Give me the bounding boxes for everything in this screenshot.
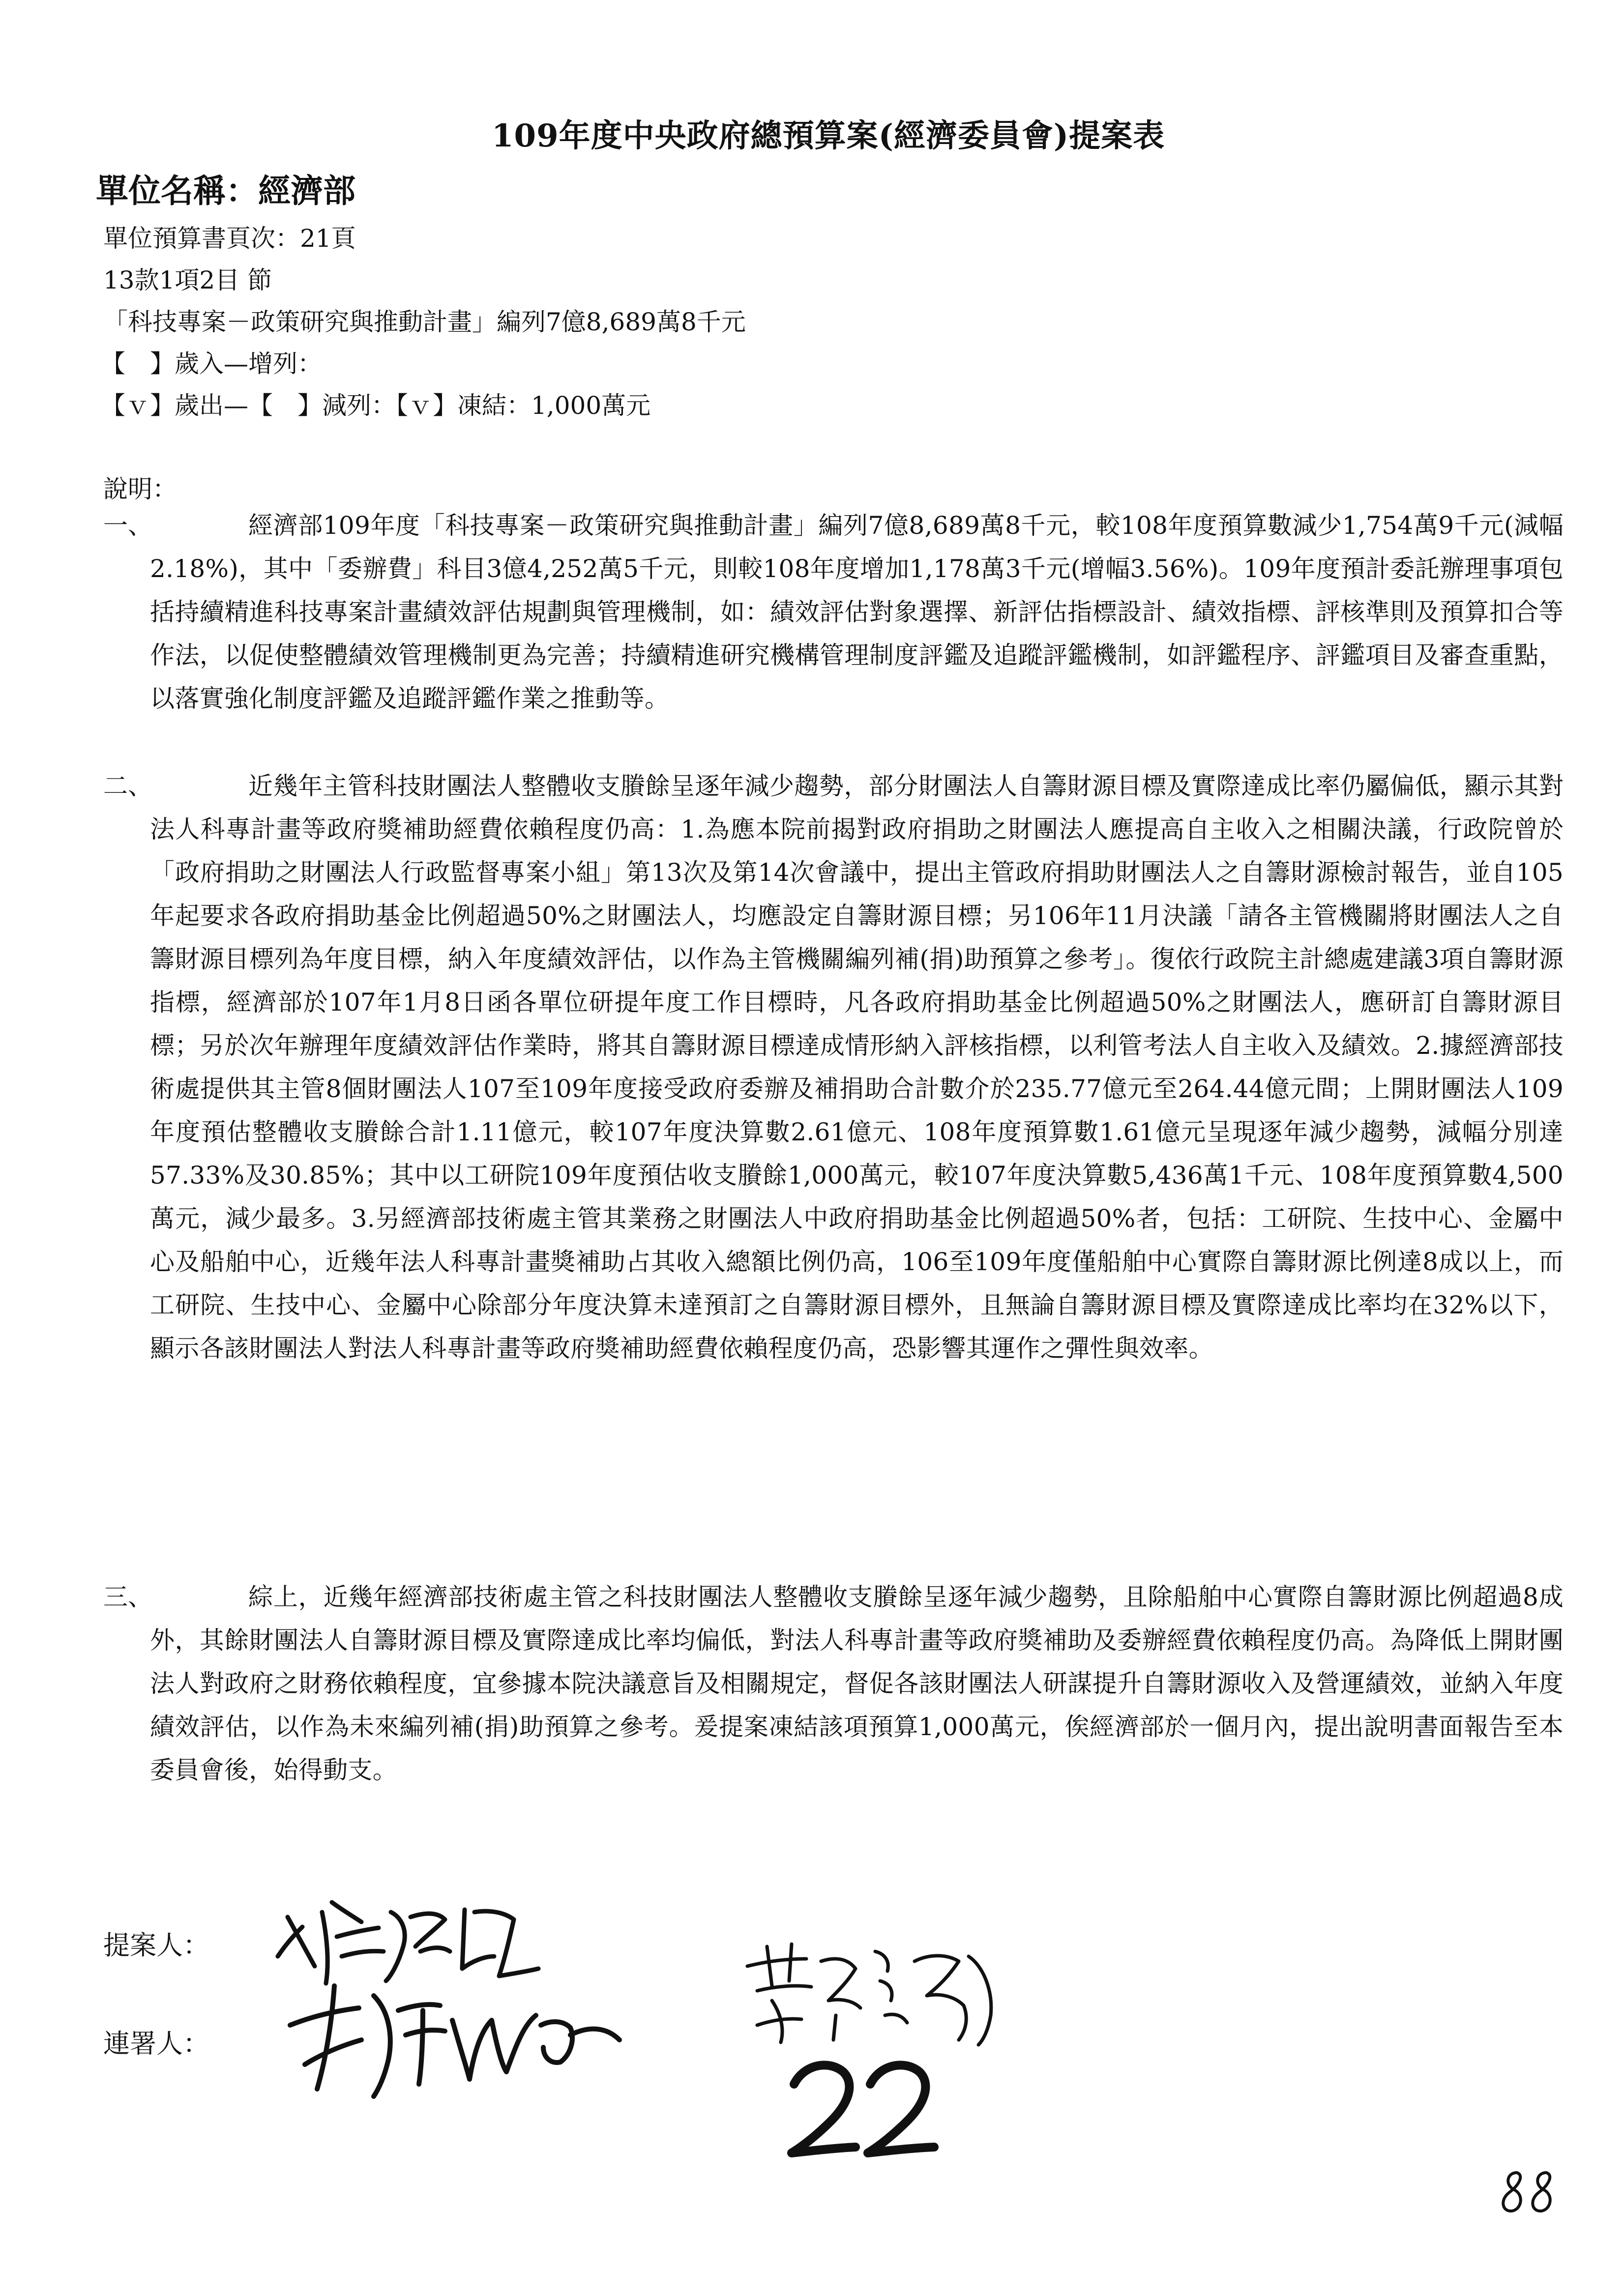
budget-program-line: 「科技專案－政策研究與推動計畫」編列7億8,689萬8千元 <box>103 308 746 336</box>
section-number: 二、 <box>103 772 152 800</box>
explanation-section-2 <box>103 764 1578 1370</box>
section-text: 近幾年主管科技財團法人整體收支賸餘呈逐年減少趨勢，部分財團法人自籌財源目標及實際達成比率仍屬偏低，顯示其對法人科專計畫等政府獎補助經費依賴程度仍高：1.為應本院前揭對政府捐助之財團法人應提高自主收入之相關決議，行政院曾於「政府捐助之財團法人行政監督專案小組」第13次及第14次會議中，提出主管政府捐助財團法人之自籌財源檢討報告，並自105年起要求各政府捐助基金比例超過50%之財團法人，均應設定自籌財源目標；另106年11月決議「請各主管機關將財團法人之自籌財源目標列為年度目標，納入年度績效評估，以作為主管機關編列補(捐)助預算之參考」。復依行政院主計總處建議3項自籌財源指標，經濟部於107年1月8日函各單位研提年度工作目標時，凡各政府捐助基金比例超過50%之財團法人，應研訂自籌財源目標；另於次年辦理年度績效評估作業時，將其自籌財源目標達成情形納入評核指標，以利管考法人自主收入及績效。2.據經濟部技術處提供其主管8個財團法人107至109年度接受政府委辦及補捐助合計數介於235.77億元至264.44億元間；上開財團法人109年度預估整體收支賸餘合計1.11億元，較107年度決算數2.61億元、108年度預算數1.61億元呈現逐年減少趨勢，減幅分別達57.33%及30.85%；其中以工研院109年度預估收支賸餘1,000萬元，較107年度決算數5,436萬1千元、108年度預算數4,500萬元，減少最多。3.另經濟部技術處主管其業務之財團法人中政府捐助基金比例超過50%者，包括：工研院、生技中心、金屬中心及船舶中心，近幾年法人科專計畫獎補助占其收入總額比例仍高，106至109年度僅船舶中心實際自籌財源比例達8成以上，而工研院、生技中心、金屬中心除部分年度決算未達預訂之自籌財源目標外，且無論自籌財源目標及實際達成比率均在32%以下，顯示各該財團法人對法人科專計畫等政府獎補助經費依賴程度仍高，恐影響其運作之彈性與效率。 <box>150 772 1564 1363</box>
explanation-section-1 <box>103 504 1578 720</box>
page-mark-drawing <box>1495 2163 1564 2222</box>
budget-item-line: 13款1項2目 節 <box>103 266 272 294</box>
handwritten-number-drawing <box>782 2050 944 2163</box>
section-text: 綜上，近幾年經濟部技術處主管之科技財團法人整體收支賸餘呈逐年減少趨勢，且除船舶中心實際自籌財源比例超過8成外，其餘財團法人自籌財源目標及實際達成比率均偏低，對法人科專計畫等政府獎補助及委辦經費依賴程度仍高。為降低上開財團法人對政府之財務依賴程度，宜參據本院決議意旨及相關規定，督促各該財團法人研謀提升自籌財源收入及營運績效，並納入年度績效評估，以作為未來編列補(捐)助預算之參考。爰提案凍結該項預算1,000萬元，俟經濟部於一個月內，提出說明書面報告至本委員會後，始得動支。 <box>150 1583 1564 1784</box>
unit-name: 單位名稱：經濟部 <box>96 172 355 210</box>
revenue-option-line: 【 】歲入—增列： <box>101 349 322 378</box>
cosigner-label: 連署人： <box>103 2028 209 2059</box>
explain-label: 說明： <box>103 475 177 503</box>
cosigner-signature-1 <box>275 1966 629 2104</box>
section-number: 一、 <box>103 511 152 540</box>
section-text: 經濟部109年度「科技專案－政策研究與推動計畫」編列7億8,689萬8千元，較108年度預算數減少1,754萬9千元(減幅2.18%)，其中「委辦費」科目3億4,252萬5千元，則較108年度增加1,178萬3千元(增幅3.56%)。109年度預計委託辦理事項包括持續精進科技專案計畫績效評估規劃與管理機制，如：績效評估對象選擇、新評估指標設計、績效指標、評核準則及預算扣合等作法，以促使整體績效管理機制更為完善；持續精進研究機構管理制度評鑑及追蹤評鑑機制，如評鑑程序、評鑑項目及審查重點，以落實強化制度評鑑及追蹤評鑑作業之推動等。 <box>150 511 1564 713</box>
budget-page-line: 單位預算書頁次：21頁 <box>103 224 356 253</box>
proposer-label: 提案人： <box>103 1930 209 1961</box>
page-title: 109年度中央政府總預算案(經濟委員會)提案表 <box>492 117 1165 154</box>
expenditure-option-line: 【ｖ】歲出—【 】減列：【ｖ】凍結：1,000萬元 <box>101 391 651 420</box>
cosigner-signature-2 <box>738 1932 1013 2050</box>
section-number: 三、 <box>103 1583 152 1611</box>
explanation-section-3 <box>103 1575 1578 1792</box>
